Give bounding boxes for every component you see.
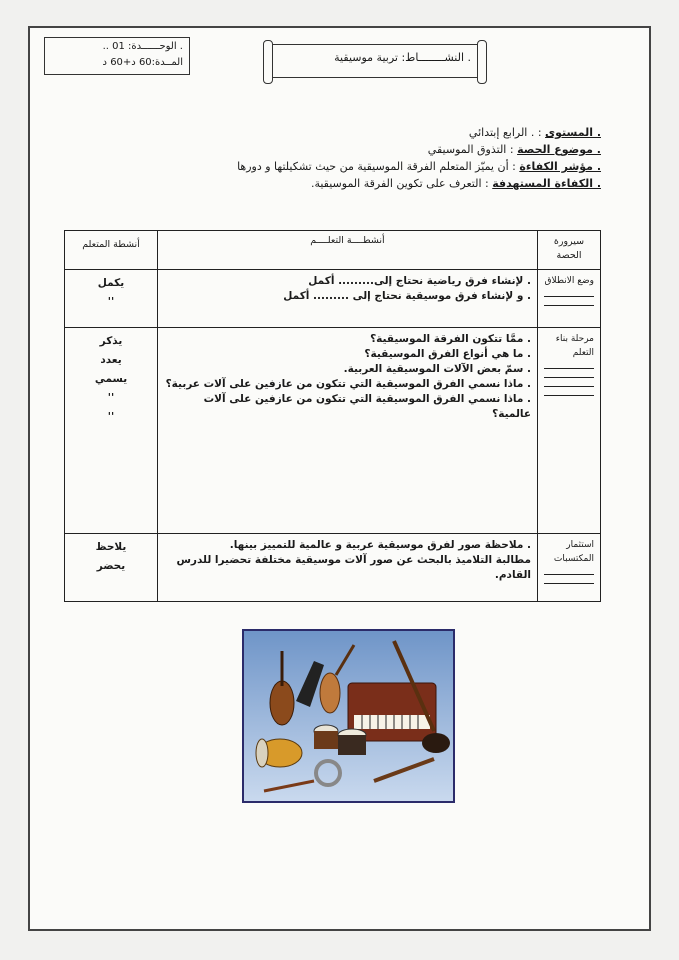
- header-activities: أنشطــــة التعلــــم: [158, 231, 538, 270]
- learner-cell: يلاحظ يحضر: [65, 534, 158, 602]
- table-row: [65, 270, 601, 328]
- activities-cell: . لإنشاء فرق رياضية نحتاج إلى......... أكمل . و لإنشاء فرق موسيقية نحتاج إلى ......... أكمل: [158, 270, 538, 328]
- topic-row: . موضوع الحصة : التذوق الموسيقي: [427, 143, 601, 156]
- stage-cell: مرحلة بناء التعلم: [538, 328, 601, 534]
- header-learner: أنشطة المتعلم: [65, 231, 158, 270]
- stage-cell: استثمار المكتسبات: [538, 534, 601, 602]
- lesson-info: [141, 124, 601, 192]
- table-header-row: [65, 231, 601, 270]
- header-stage: سيرورة الحصة: [538, 231, 601, 270]
- table-row: [65, 328, 601, 534]
- activities-cell: . ممَّا تتكون الفرقة الموسيقية؟ . ما هي أنواع الفرق الموسيقية؟ . سمّ بعض الآلات الموسيقية العربية. . ماذا نسمي الفرق الموسيقية التي تتكون من عازفين على آلات عربية؟ . ماذا نسمي الفرق الموسيقية التي تتكون من عازفين على آلات عالمية؟: [158, 328, 538, 534]
- unit-duration-box: [44, 37, 190, 75]
- indicator-row: . مؤشر الكفاءة : أن يميّز المتعلم الفرقة الموسيقية من حيث تشكيلتها و دورها: [237, 160, 601, 173]
- musical-instruments-icon: [244, 631, 453, 801]
- learner-cell: يكمل '': [65, 270, 158, 328]
- target-row: . الكفاءة المستهدفة : التعرف على تكوين الفرقة الموسيقية.: [310, 177, 601, 190]
- level-row: . المستوى : . الرابع إبتدائي: [468, 126, 601, 139]
- duration-line: المــدة:60 د+60 د: [102, 57, 183, 68]
- stage-cell: وضع الانطلاق: [538, 270, 601, 328]
- activity-scroll-box: [268, 44, 482, 78]
- table-row: [65, 534, 601, 602]
- learner-cell: يذكر يعدد يسمي '' '': [65, 328, 158, 534]
- activity-title: . النشــــــــاط: تربية موسيقية: [334, 51, 471, 64]
- lesson-table: [64, 230, 601, 602]
- unit-line: . الوحــــــدة: 01 ..: [102, 41, 183, 52]
- activities-cell: . ملاحظة صور لفرق موسيقية عربية و عالمية للتمييز بينها. مطالبة التلاميذ بالبحث عن صور آلات موسيقية مختلفة تحضيرا للدرس القادم.: [158, 534, 538, 602]
- musical-instruments-image: [242, 629, 455, 803]
